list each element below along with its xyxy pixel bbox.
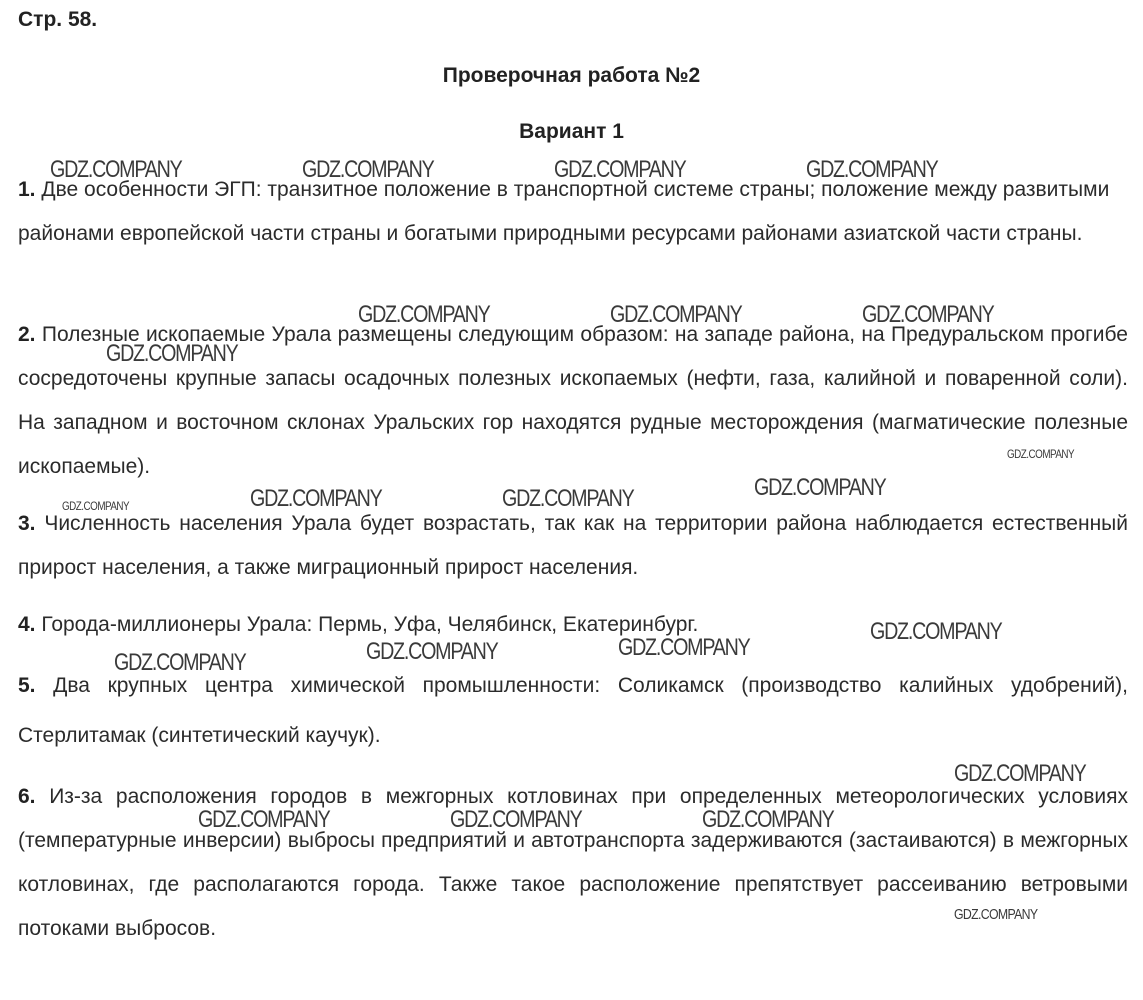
answer-3	[18, 499, 1128, 590]
watermark: GDZ.COMPANY	[358, 301, 490, 328]
answer-6	[18, 775, 1128, 951]
watermark: GDZ.COMPANY	[366, 638, 498, 665]
watermark: GDZ.COMPANY	[450, 806, 582, 833]
watermark: GDZ.COMPANY	[754, 474, 886, 501]
watermark: GDZ.COMPANY	[62, 499, 130, 513]
watermark: GDZ.COMPANY	[502, 485, 634, 512]
watermark: GDZ.COMPANY	[954, 760, 1086, 787]
answer-number: 5.	[18, 674, 36, 697]
watermark: GDZ.COMPANY	[198, 806, 330, 833]
answer-number: 1.	[18, 178, 36, 201]
watermark: GDZ.COMPANY	[870, 618, 1002, 645]
watermark: GDZ.COMPANY	[954, 906, 1038, 923]
watermark: GDZ.COMPANY	[250, 485, 382, 512]
answer-5	[18, 661, 1128, 761]
answer-text: Города-миллионеры Урала: Пермь, Уфа, Челябинск, Екатеринбург.	[41, 613, 699, 636]
answer-number: 3.	[18, 512, 36, 535]
watermark: GDZ.COMPANY	[106, 340, 238, 367]
answer-text: Два крупных центра химической промышленности: Соликамск (производство калийных удобрений), Стерлитамак (синтетический каучук).	[18, 674, 1128, 747]
watermark: GDZ.COMPANY	[862, 301, 994, 328]
answer-number: 2.	[18, 323, 36, 346]
watermark: GDZ.COMPANY	[50, 156, 182, 183]
watermark: GDZ.COMPANY	[806, 156, 938, 183]
answer-text: Из-за расположения городов в межгорных котловинах при определенных метеорологических условиях (температурные инверсии) выбросы предприятий и автотранспорта задерживаются (застаиваются) в межгорных котловинах, где располагаются города. Также такое расположение препятствует рассеиванию ветровыми потоками выбросов.	[18, 785, 1128, 940]
watermark: GDZ.COMPANY	[618, 634, 750, 661]
watermark: GDZ.COMPANY	[702, 806, 834, 833]
answer-text: Две особенности ЭГП: транзитное положение в транспортной системе страны; положение между развитыми районами европейской части страны и богатыми природными ресурсами районами азиатской части страны.	[18, 178, 1110, 245]
watermark: GDZ.COMPANY	[554, 156, 686, 183]
answer-text: Полезные ископаемые Урала размещены следующим образом: на западе района, на Предуральском прогибе сосредоточены крупные запасы осадочных полезных ископаемых (нефти, газа, калийной и поваренной соли). На западном и восточном склонах Уральских гор находятся рудные месторождения (магматические полезные ископаемые).	[18, 323, 1128, 478]
watermark: GDZ.COMPANY	[302, 156, 434, 183]
page-number-label: Стр. 58.	[18, 8, 98, 31]
answer-number: 4.	[18, 613, 36, 636]
watermark: GDZ.COMPANY	[114, 649, 246, 676]
answer-text: Численность населения Урала будет возрастать, так как на территории района наблюдается естественный прирост населения, а также миграционный прирост населения.	[18, 512, 1128, 579]
watermark: GDZ.COMPANY	[1007, 447, 1075, 461]
watermark: GDZ.COMPANY	[610, 301, 742, 328]
variant-title: Вариант 1	[519, 120, 624, 143]
document-title: Проверочная работа №2	[442, 64, 701, 87]
answer-number: 6.	[18, 785, 36, 808]
